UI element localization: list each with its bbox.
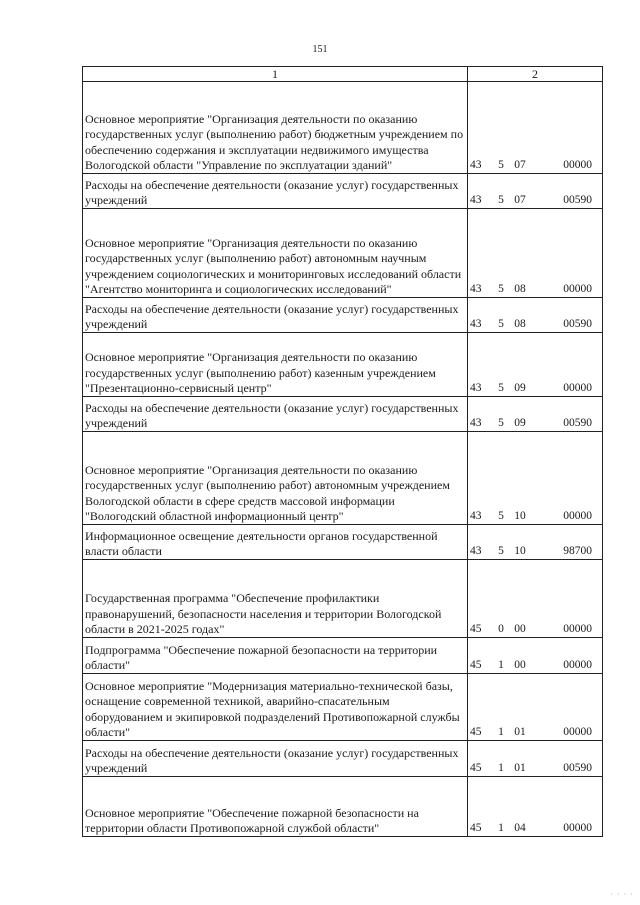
code-event: 01 [514,726,526,738]
code-program: 43 [470,194,482,206]
row-classification-code [468,397,603,432]
code-subprogram: 1 [498,822,504,834]
code-event: 10 [514,545,526,557]
code-subprogram: 5 [498,159,504,171]
row-classification-code [468,560,603,638]
code-event: 09 [514,382,526,394]
code-expense-direction: 00000 [563,382,592,394]
code-subprogram: 1 [498,762,504,774]
code-expense-direction: 00000 [563,726,592,738]
code-expense-direction: 00590 [563,762,592,774]
row-description: Расходы на обеспечение деятельности (оказание услуг) государственных учреждений [83,298,468,333]
code-expense-direction: 00000 [563,283,592,295]
code-event: 08 [514,283,526,295]
row-classification-code [468,298,603,333]
row-classification-code [468,174,603,209]
code-program: 45 [470,726,482,738]
code-subprogram: 5 [498,283,504,295]
code-subprogram: 5 [498,382,504,394]
code-expense-direction: 00590 [563,194,592,206]
row-description: Расходы на обеспечение деятельности (оказание услуг) государственных учреждений [83,397,468,432]
code-subprogram: 5 [498,545,504,557]
code-subprogram: 1 [498,726,504,738]
code-subprogram: 5 [498,318,504,330]
row-classification-code [468,525,603,560]
code-subprogram: 1 [498,659,504,671]
budget-classification-table [82,66,603,837]
row-classification-code [468,333,603,397]
row-classification-code [468,82,603,174]
row-classification-code [468,741,603,777]
code-event: 00 [514,659,526,671]
table-row [83,298,603,333]
row-description: Основное мероприятие "Организация деятельности по оказанию государственных услуг (выполнению работ) автономным учреждением Вологодской области в сфере средств массовой информации "Вологодский областной информационный центр" [83,432,468,525]
code-program: 43 [470,417,482,429]
code-event: 10 [514,510,526,522]
code-subprogram: 5 [498,417,504,429]
table-row [83,333,603,397]
table-row [83,432,603,525]
row-description: Расходы на обеспечение деятельности (оказание услуг) государственных учреждений [83,741,468,777]
code-program: 45 [470,762,482,774]
code-expense-direction: 98700 [563,545,592,557]
code-program: 43 [470,382,482,394]
table-row [83,82,603,174]
code-event: 07 [514,194,526,206]
table-row [83,638,603,674]
table-row [83,674,603,741]
code-program: 43 [470,545,482,557]
row-description: Подпрограмма "Обеспечение пожарной безопасности на территории области" [83,638,468,674]
code-program: 43 [470,318,482,330]
code-expense-direction: 00000 [563,822,592,834]
code-program: 43 [470,510,482,522]
table-row [83,741,603,777]
code-event: 00 [514,623,526,635]
page-number: 151 [312,44,328,55]
code-event: 08 [514,318,526,330]
column-header-2: 2 [468,67,603,82]
code-program: 43 [470,283,482,295]
table-row [83,397,603,432]
table-header-row [83,67,603,82]
table-row [83,209,603,298]
code-expense-direction: 00000 [563,623,592,635]
code-program: 43 [470,159,482,171]
code-expense-direction: 00590 [563,417,592,429]
code-event: 09 [514,417,526,429]
row-description: Основное мероприятие "Организация деятельности по оказанию государственных услуг (выполнению работ) бюджетным учреждением по обеспечению содержания и эксплуатации недвижимого имущества Вологодской области "Управление по эксплуатации зданий" [83,82,468,174]
table-row [83,525,603,560]
row-classification-code [468,638,603,674]
row-description: Основное мероприятие "Организация деятельности по оказанию государственных услуг (выполнению работ) казенным учреждением "Презентационно-сервисный центр" [83,333,468,397]
scan-artifact: · · · · [610,890,634,899]
code-program: 45 [470,659,482,671]
row-classification-code [468,777,603,837]
table-row [83,560,603,638]
code-expense-direction: 00000 [563,659,592,671]
code-subprogram: 5 [498,194,504,206]
row-description: Информационное освещение деятельности органов государственной власти области [83,525,468,560]
row-description: Государственная программа "Обеспечение профилактики правонарушений, безопасности населения и территории Вологодской области в 2021-2025 годах" [83,560,468,638]
row-description: Основное мероприятие "Обеспечение пожарной безопасности на территории области Противопожарной службой области" [83,777,468,837]
code-program: 45 [470,623,482,635]
row-description: Основное мероприятие "Организация деятельности по оказанию государственных услуг (выполнению работ) автономным научным учреждением социологических и мониторинговых исследований области "Агентство мониторинга и социологических исследований" [83,209,468,298]
code-expense-direction: 00590 [563,318,592,330]
row-description: Основное мероприятие "Модернизация материально-технической базы, оснащение современной техникой, аварийно-спасательным оборудованием и экипировкой подразделений Противопожарной службы области" [83,674,468,741]
code-expense-direction: 00000 [563,159,592,171]
code-subprogram: 0 [498,623,504,635]
code-event: 01 [514,762,526,774]
row-classification-code [468,432,603,525]
table-row [83,777,603,837]
code-event: 07 [514,159,526,171]
row-description: Расходы на обеспечение деятельности (оказание услуг) государственных учреждений [83,174,468,209]
column-header-1: 1 [83,67,468,82]
row-classification-code [468,209,603,298]
table-row [83,174,603,209]
code-program: 45 [470,822,482,834]
row-classification-code [468,674,603,741]
code-subprogram: 5 [498,510,504,522]
code-event: 04 [514,822,526,834]
code-expense-direction: 00000 [563,510,592,522]
